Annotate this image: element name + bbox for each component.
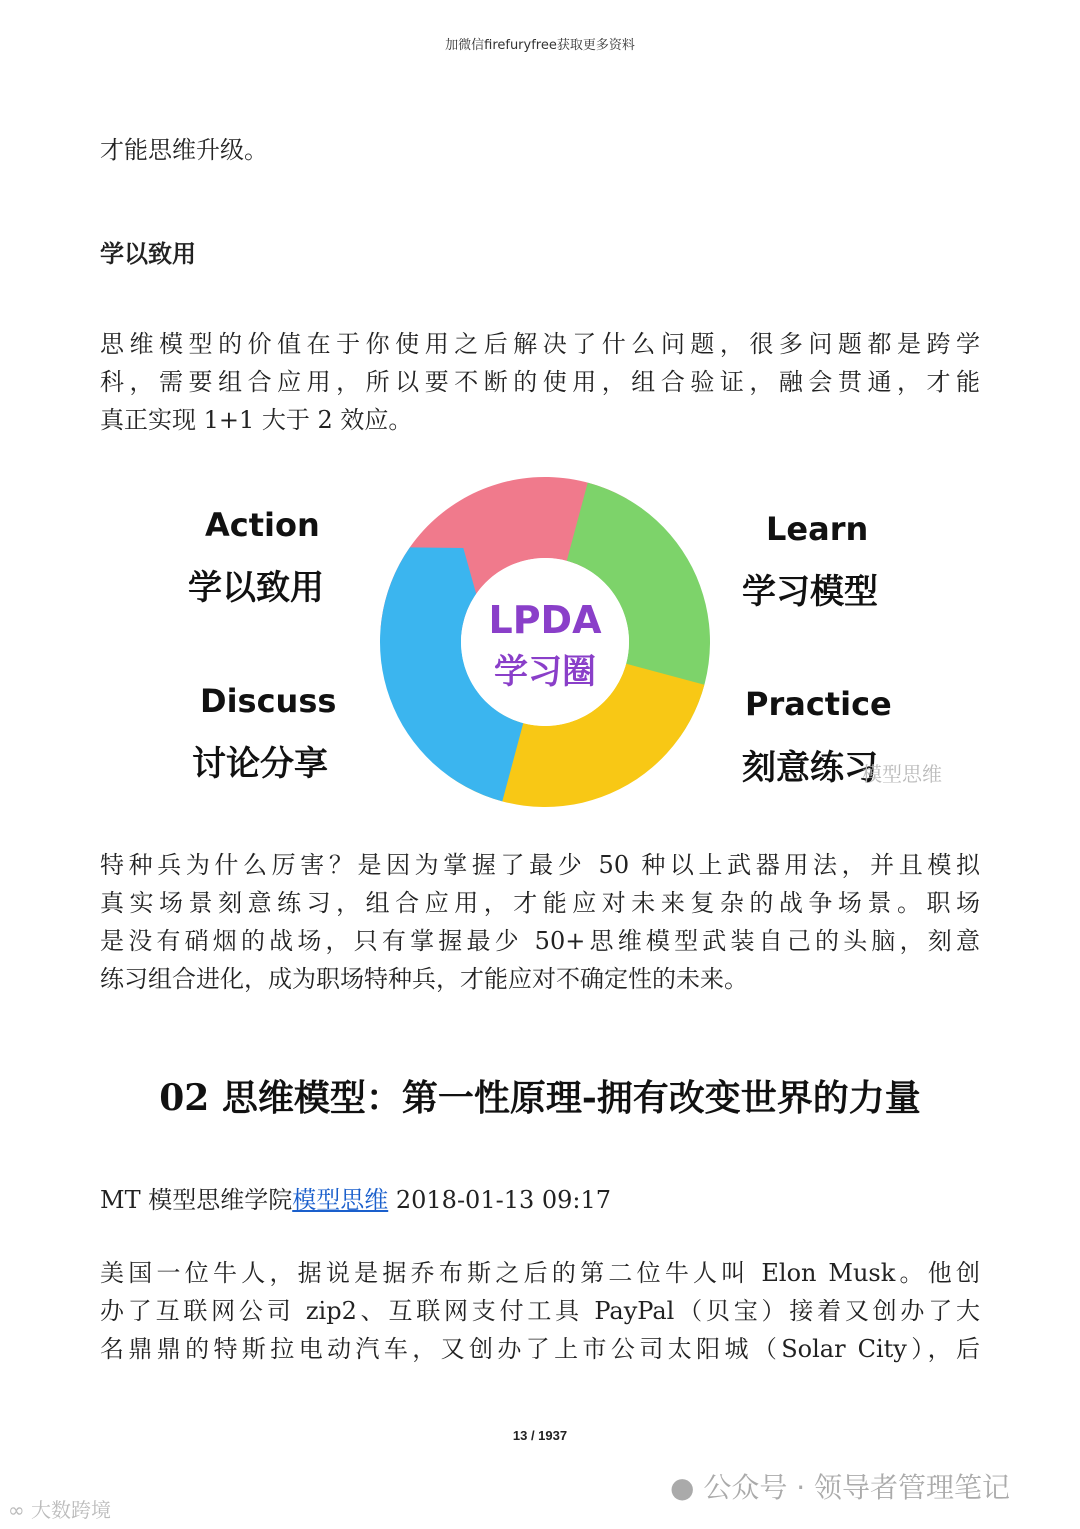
- learn-zh: 学习模型: [742, 572, 878, 612]
- text-line: 真实场景刻意练习，组合应用，才能应对未来复杂的战争场景。职场: [100, 889, 980, 917]
- wechat-watermark: [670, 1466, 1010, 1506]
- subheading: 学以致用: [100, 239, 196, 268]
- wechat-icon: ●: [670, 1471, 695, 1504]
- lpda-diagram: [150, 470, 980, 815]
- section-title: 02 思维模型：第一性原理-拥有改变世界的力量: [159, 1077, 921, 1119]
- page-number: 13 / 1937: [512, 1428, 568, 1443]
- center-en: LPDA: [488, 598, 602, 642]
- practice-zh: 刻意练习: [742, 748, 878, 788]
- practice-en: Practice: [745, 685, 892, 723]
- discuss-en: Discuss: [200, 682, 337, 720]
- text-line: 特种兵为什么厉害？是因为掌握了最少 50 种以上武器用法，并且模拟: [100, 851, 980, 879]
- text-line: 真正实现 1+1 大于 2 效应。: [100, 406, 413, 434]
- text-line: 科，需要组合应用，所以要不断的使用，组合验证，融会贯通，才能: [100, 368, 980, 396]
- action-zh: 学以致用: [188, 568, 324, 608]
- text-line: 是没有硝烟的战场，只有掌握最少 50+思维模型武装自己的头脑，刻意: [100, 927, 980, 955]
- brand-watermark: ∞ 大数跨境: [8, 1498, 112, 1522]
- text-line: 美国一位牛人，据说是据乔布斯之后的第二位牛人叫 Elon Musk。他创: [100, 1259, 980, 1287]
- page-header: 加微信firefuryfree获取更多资料: [445, 38, 635, 53]
- text-line: 练习组合进化，成为职场特种兵，才能应对不确定性的未来。: [100, 965, 748, 993]
- center-zh: 学习圈: [494, 652, 596, 692]
- text-line: 名鼎鼎的特斯拉电动汽车，又创办了上市公司太阳城（Solar City），后: [100, 1335, 980, 1363]
- brand-label: 大数跨境: [31, 1498, 112, 1522]
- text-line: 才能思维升级。: [100, 136, 268, 164]
- ring-center: [461, 558, 629, 726]
- wechat-label: 公众号 · 领导者管理笔记: [703, 1471, 1011, 1504]
- article-meta: [100, 1181, 980, 1219]
- discuss-zh: 讨论分享: [192, 744, 328, 784]
- action-en: Action: [205, 506, 320, 544]
- meta-date: 2018-01-13 09:17: [395, 1186, 612, 1214]
- learn-en: Learn: [766, 510, 869, 548]
- meta-link[interactable]: 模型思维: [292, 1186, 389, 1214]
- meta-author: MT 模型思维学院: [100, 1186, 293, 1214]
- text-line: 思维模型的价值在于你使用之后解决了什么问题，很多问题都是跨学: [100, 330, 980, 358]
- diagram-watermark: 模型思维: [862, 762, 942, 786]
- text-line: 办了互联网公司 zip2、互联网支付工具 PayPal（贝宝）接着又创办了大: [100, 1297, 980, 1325]
